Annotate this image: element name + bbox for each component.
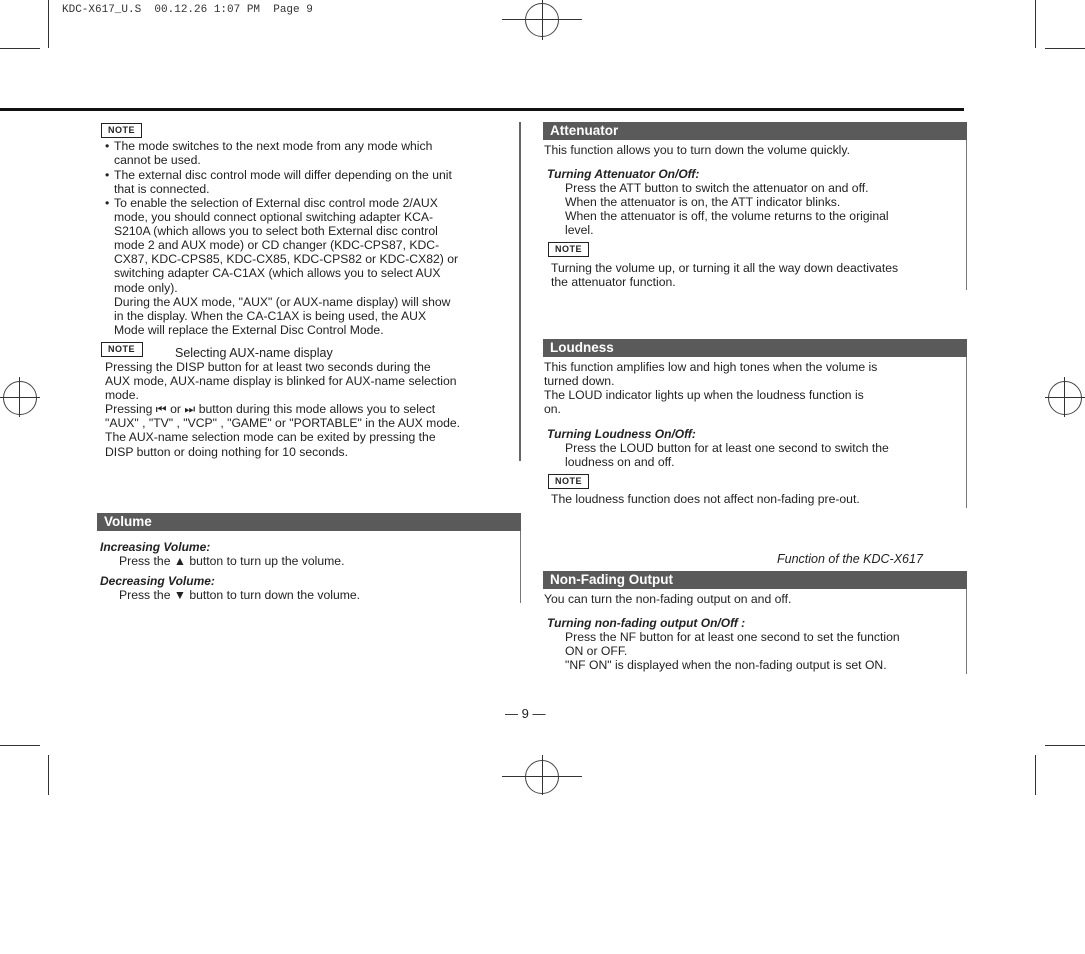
- note-label: NOTE: [101, 342, 143, 357]
- attenuator-subtitle: Turning Attenuator On/Off:: [547, 167, 700, 181]
- bullet-line: in the display. When the CA-C1AX is being used, the AUX: [114, 308, 427, 323]
- section-header-volume: Volume: [97, 513, 521, 531]
- crop-mark: [0, 745, 40, 746]
- loudness-line: Press the LOUD button for at least one second to switch the: [565, 441, 889, 455]
- loudness-subtitle: Turning Loudness On/Off:: [547, 427, 696, 441]
- bullet-line: mode 2 and AUX mode) or CD changer (KDC-CPS87, KDC-: [114, 238, 440, 253]
- loudness-intro: [544, 360, 959, 416]
- note-bullet-1: [114, 139, 514, 167]
- non-fading-line: "NF ON" is displayed when the non-fading output is set ON.: [565, 658, 887, 673]
- registration-line: [1045, 397, 1085, 398]
- note-label: NOTE: [101, 123, 142, 138]
- registration-line: [0, 397, 40, 398]
- attenuator-line: When the attenuator is off, the volume returns to the original: [565, 209, 889, 224]
- non-fading-line: Press the NF button for at least one second to set the function: [565, 630, 900, 644]
- section-border: [966, 357, 967, 508]
- attenuator-note: [551, 261, 961, 289]
- aux-name-body: [105, 360, 515, 459]
- attenuator-note-line: the attenuator function.: [551, 275, 676, 290]
- section-border: [966, 140, 967, 290]
- aux-line: Pressing the DISP button for at least two seconds during the: [105, 360, 431, 374]
- decreasing-volume-title: Decreasing Volume:: [100, 574, 215, 588]
- bullet-line: mode only).: [114, 280, 178, 295]
- bullet-dot: •: [105, 196, 110, 210]
- section-header-non-fading: Non-Fading Output: [543, 571, 967, 589]
- crop-mark: [1035, 755, 1036, 795]
- increasing-volume-text: Press the ▲ button to turn up the volume.: [119, 554, 345, 568]
- aux-line: Pressing ⏮ or ⏭ button during this mode allows you to select: [105, 402, 436, 417]
- non-fading-body: [565, 630, 960, 672]
- non-fading-intro: You can turn the non-fading output on and off.: [544, 592, 792, 606]
- aux-name-title: Selecting AUX-name display: [175, 346, 333, 360]
- non-fading-subtitle: Turning non-fading output On/Off :: [547, 616, 746, 630]
- loudness-note: The loudness function does not affect non-fading pre-out.: [551, 492, 860, 506]
- registration-mark: [1048, 381, 1082, 415]
- bullet-line: S210A (which allows you to select both External disc control: [114, 224, 438, 239]
- registration-line: [1064, 377, 1065, 417]
- attenuator-note-line: Turning the volume up, or turning it all the way down deactivates: [551, 261, 899, 275]
- registration-mark: [3, 381, 37, 415]
- bullet-line: mode, you should connect optional switching adapter KCA-: [114, 210, 434, 225]
- loudness-intro-line: This function amplifies low and high tones when the volume is: [544, 360, 878, 374]
- bullet-line: CX87, KDC-CPS85, KDC-CX85, KDC-CPS82 or KDC-CX82) or: [114, 252, 459, 267]
- aux-line: DISP button or doing nothing for 10 seconds.: [105, 444, 349, 459]
- registration-line: [542, 0, 543, 40]
- bullet-dot: •: [105, 139, 110, 153]
- aux-line: mode.: [105, 388, 139, 403]
- aux-line: AUX mode, AUX-name display is blinked for AUX-name selection: [105, 374, 457, 389]
- section-header-loudness: Loudness: [543, 339, 967, 357]
- bullet-line: The external disc control mode will differ depending on the unit: [114, 168, 452, 182]
- page-number: — 9 —: [505, 706, 546, 721]
- loudness-line: loudness on and off.: [565, 455, 675, 470]
- registration-line: [19, 377, 20, 417]
- bullet-line: switching adapter CA-C1AX (which allows you to select AUX: [114, 266, 441, 281]
- column-divider: [519, 122, 521, 461]
- bullet-dot: •: [105, 168, 110, 182]
- bullet-line: During the AUX mode, "AUX" (or AUX-name display) will show: [114, 294, 451, 309]
- attenuator-line: Press the ATT button to switch the attenuator on and off.: [565, 181, 869, 195]
- bullet-line: that is connected.: [114, 182, 210, 197]
- top-rule: [0, 108, 964, 111]
- decreasing-volume-text: Press the ▼ button to turn down the volume.: [119, 588, 361, 602]
- crop-mark: [1035, 0, 1036, 48]
- bullet-line: The mode switches to the next mode from any mode which: [114, 139, 433, 153]
- bullet-line: cannot be used.: [114, 153, 201, 168]
- loudness-intro-line: on.: [544, 402, 561, 417]
- attenuator-line: When the attenuator is on, the ATT indicator blinks.: [565, 195, 841, 210]
- section-border: [520, 531, 521, 603]
- attenuator-line: level.: [565, 223, 594, 238]
- attenuator-body: [565, 181, 960, 237]
- note-bullet-2: [114, 168, 514, 196]
- note-label: NOTE: [548, 242, 589, 257]
- loudness-body: [565, 441, 960, 469]
- aux-line: The AUX-name selection mode can be exited by pressing the: [105, 430, 436, 445]
- loudness-intro-line: The LOUD indicator lights up when the loudness function is: [544, 388, 864, 403]
- printer-slug: KDC-X617_U.S 00.12.26 1:07 PM Page 9: [62, 4, 313, 16]
- crop-mark: [1045, 48, 1085, 49]
- crop-mark: [0, 48, 40, 49]
- page-caption: Function of the KDC-X617: [777, 552, 923, 566]
- crop-mark: [48, 755, 49, 795]
- note-bullet-3: [114, 196, 514, 337]
- bullet-line: To enable the selection of External disc control mode 2/AUX: [114, 196, 438, 210]
- loudness-intro-line: turned down.: [544, 374, 615, 389]
- section-header-attenuator: Attenuator: [543, 122, 967, 140]
- crop-mark: [48, 0, 49, 48]
- note-label: NOTE: [548, 474, 589, 489]
- non-fading-line: ON or OFF.: [565, 644, 628, 659]
- crop-mark: [1045, 745, 1085, 746]
- aux-line: "AUX" , "TV" , "VCP" , "GAME" or "PORTABLE" in the AUX mode.: [105, 416, 461, 431]
- section-border: [966, 589, 967, 674]
- registration-line: [542, 755, 543, 795]
- increasing-volume-title: Increasing Volume:: [100, 540, 211, 554]
- bullet-line: Mode will replace the External Disc Control Mode.: [114, 322, 384, 337]
- attenuator-intro: This function allows you to turn down the volume quickly.: [544, 143, 850, 157]
